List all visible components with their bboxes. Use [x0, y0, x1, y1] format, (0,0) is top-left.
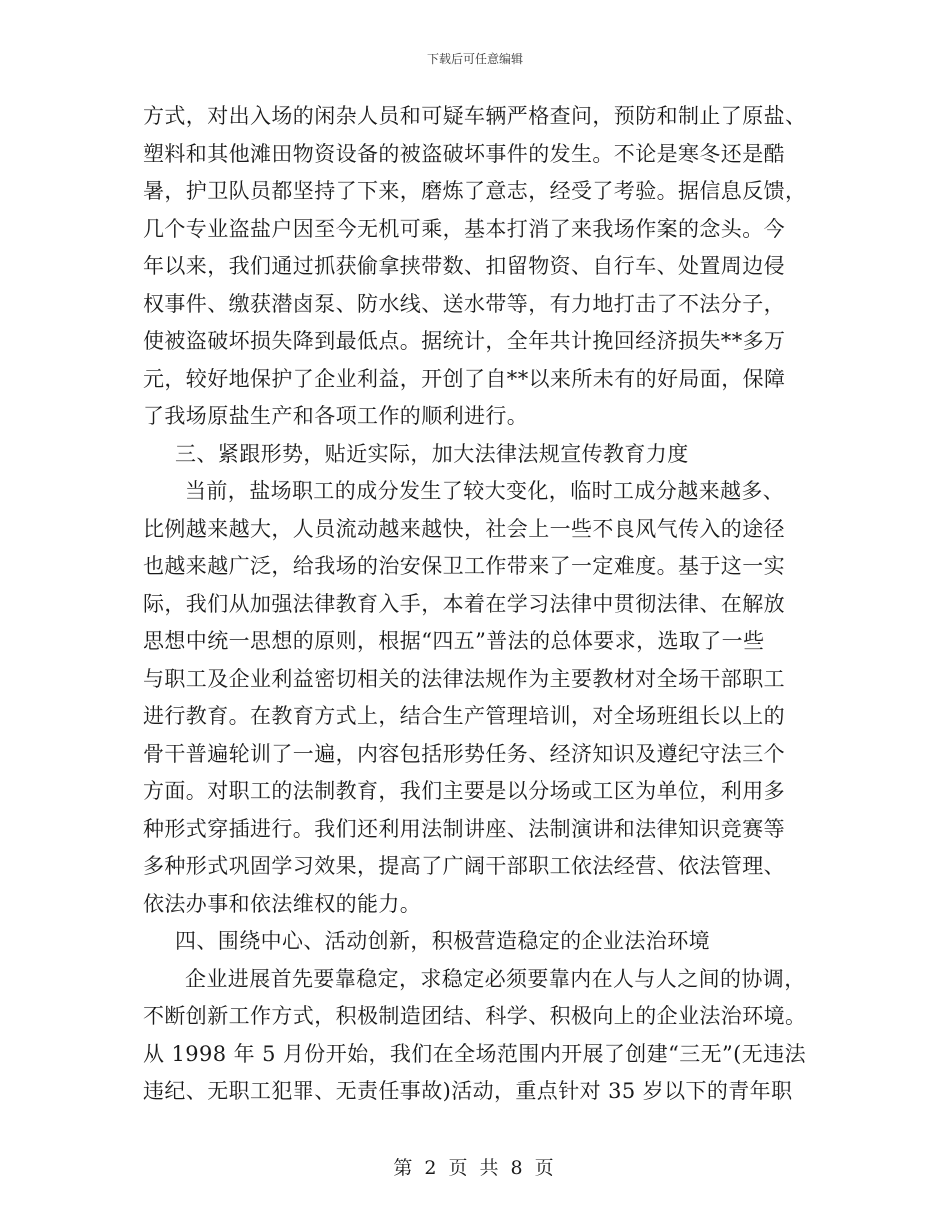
text-line: 多种形式巩固学习效果，提高了广阔干部职工依法经营、依法管理、: [143, 854, 785, 878]
text-line: 了我场原盐生产和各项工作的顺利进行。: [143, 404, 529, 428]
text-line: 思想中统一思想的原则，根据“四五”普法的总体要求，选取了一些: [143, 629, 765, 653]
text-line: 从 1998 年 5 月份开始，我们在全场范围内开展了创建“三无”(无违法: [143, 1041, 806, 1066]
section-heading: 四、围绕中心、活动创新，积极营造稳定的企业法治环境: [175, 929, 710, 953]
text-line: 使被盗破坏损失降到最低点。据统计，全年共计挽回经济损失**多万: [143, 329, 786, 353]
text-line: 际，我们从加强法律教育入手，本着在学习法律中贯彻法律、在解放: [143, 591, 785, 616]
text-line: 企业进展首先要靠稳定，求稳定必须要靠内在人与人之间的协调，: [185, 966, 806, 991]
text-line: 比例越来越大，人员流动越来越快，社会上一些不良风气传入的途径: [143, 516, 785, 541]
text-line: 进行教育。在教育方式上，结合生产管理培训，对全场班组长以上的: [143, 704, 785, 728]
text-line: 元，较好地保护了企业利益，开创了自**以来所未有的好局面，保障: [143, 366, 786, 391]
section-heading: 三、紧跟形势，贴近实际，加大法律法规宣传教育力度: [175, 441, 689, 466]
text-line: 当前，盐场职工的成分发生了较大变化，临时工成分越来越多、: [185, 479, 785, 503]
text-line: 几个专业盗盐户因至今无机可乘，基本打消了来我场作案的念头。今: [143, 216, 785, 241]
text-line: 违纪、无职工犯罪、无责任事故)活动，重点针对 35 岁以下的青年职: [143, 1079, 793, 1103]
text-line: 暑，护卫队员都坚持了下来，磨炼了意志，经受了考验。据信息反馈，: [143, 179, 807, 203]
text-line: 不断创新工作方式，积极制造团结、科学、积极向上的企业法治环境。: [143, 1004, 807, 1028]
text-line: 骨干普遍轮训了一遍，内容包括形势任务、经济知识及遵纪守法三个: [143, 741, 785, 766]
text-line: 方式，对出入场的闲杂人员和可疑车辆严格查问，预防和制止了原盐、: [143, 104, 807, 128]
text-line: 依法办事和依法维权的能力。: [143, 891, 422, 916]
text-line: 种形式穿插进行。我们还利用法制讲座、法制演讲和法律知识竞赛等: [143, 816, 785, 841]
text-line: 方面。对职工的法制教育，我们主要是以分场或工区为单位，利用多: [143, 779, 785, 803]
page-header: 下载后可任意编辑: [426, 52, 523, 66]
text-line: 与职工及企业利益密切相关的法律法规作为主要教材对全场干部职工: [143, 666, 785, 691]
text-line: 权事件、缴获潜卤泵、防水线、送水带等，有力地打击了不法分子，: [143, 291, 785, 316]
text-line: 塑料和其他滩田物资设备的被盗破坏事件的发生。不论是寒冬还是酷: [143, 141, 785, 166]
text-line: 也越来越广泛，给我场的治安保卫工作带来了一定难度。基于这一实: [143, 554, 785, 578]
document-body: [143, 98, 813, 1111]
text-line: 年以来，我们通过抓获偷拿挟带数、扣留物资、自行车、处置周边侵: [143, 254, 785, 278]
page-number: 第 2 页 共 8 页: [393, 1157, 557, 1179]
